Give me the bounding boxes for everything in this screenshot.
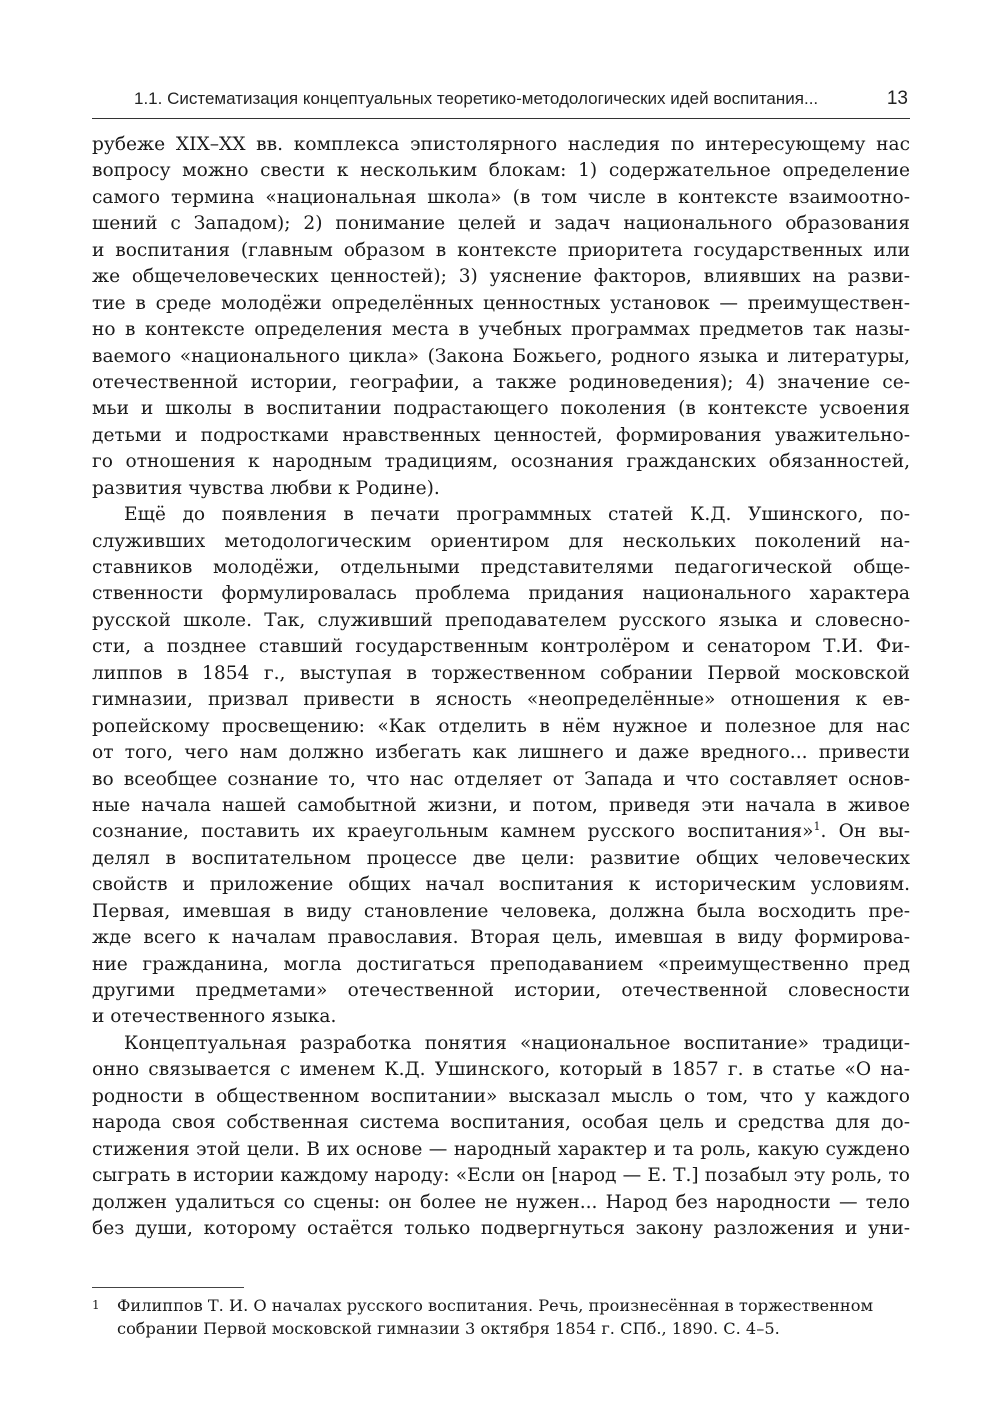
running-title: 1.1. Систематизация концептуальных теоретико-методологических идей воспитания... — [134, 89, 819, 108]
text-line: ропейскому просвещению: «Как отделить в нём нужное и полезное для нас — [92, 715, 910, 737]
text-line: шений с Западом); 2) понимание целей и задач национального образования — [92, 213, 910, 235]
text-line: и воспитания (главным образом в контексте приоритета государственных или — [92, 239, 910, 261]
text-line: мьи и школы в воспитании подрастающего поколения (в контексте усвоения — [92, 398, 910, 420]
text-line: народа своя собственная система воспитания, особая цель и средства для до- — [92, 1112, 910, 1134]
text-line: сыграть в истории каждому народу: «Если он [народ — Е. Т.] позабыл эту роль, то — [92, 1165, 910, 1187]
text-line: Первая, имевшая в виду становление человека, должна была восходить пре- — [92, 900, 910, 922]
text-line: рубеже XIX–XX вв. комплекса эпистолярного наследия по интересующему нас — [92, 134, 910, 155]
text-line: ственности формулировалась проблема придания национального характера — [92, 583, 910, 605]
text-line: онно связывается с именем К.Д. Ушинского, который в 1857 г. в статье «О на- — [92, 1059, 910, 1081]
footnote-text — [117, 1294, 910, 1340]
text-line: тие в среде молодёжи определённых ценностных установок — преимуществен- — [92, 292, 910, 314]
text-line: свойств и приложение общих начал воспитания к историческим условиям. — [92, 874, 910, 896]
text-line: детьми и подростками нравственных ценностей, формирования уважительно- — [92, 424, 910, 446]
text-line: жде всего к началам православия. Вторая цель, имевшая в виду формирова- — [92, 927, 910, 949]
text-line: должен удалиться со сцены: он более не нужен... Народ без народности — тело — [92, 1191, 910, 1213]
text-line: Концептуальная разработка понятия «национальное воспитание» традици- — [124, 1032, 910, 1054]
text-line: сознание, поставить их краеугольным камнем русского воспитания»$^1$. Он вы- — [92, 820, 910, 843]
text-line: ние гражданина, могла достигаться преподаванием «преимущественно пред — [92, 953, 910, 975]
running-header — [92, 88, 910, 119]
text-line: во всеобщее сознание то, что нас отделяет от Запада и что составляет основ- — [92, 768, 910, 790]
text-line: служивших методологическим ориентиром для нескольких поколений на- — [92, 530, 910, 552]
text-line: но в контексте определения места в учебных программах предметов так назы- — [92, 319, 910, 341]
text-line: ставников молодёжи, отдельными представителями педагогической обще- — [92, 557, 910, 578]
text-line: другими предметами» отечественной истории, отечественной словесности — [92, 980, 910, 1001]
footnote-line: Филиппов Т. И. О началах русского воспитания. Речь, произнесённая в торжественном — [117, 1296, 874, 1315]
text-line: родности в общественном воспитании» высказал мысль о том, что у каждого — [92, 1085, 910, 1107]
footnote-reference: 1 — [813, 820, 821, 834]
footnote-mark: 1 — [92, 1298, 100, 1312]
text-line: Ещё до появления в печати программных статей К.Д. Ушинского, по- — [124, 504, 910, 526]
text-line: сти, а позднее ставший государственным контролёром и сенатором Т.И. Фи- — [92, 636, 910, 658]
text-line: вопросу можно свести к нескольким блокам: 1) содержательное определение — [92, 160, 910, 182]
text-line: ные начала нашей самобытной жизни, и потом, приведя эти начала в живое — [92, 794, 910, 816]
text-line: русской школе. Так, служивший преподавателем русского языка и словесно- — [92, 609, 910, 631]
text-line: го отношения к народным традициям, осознания гражданских обязанностей, — [92, 451, 910, 473]
text-line: делял в воспитательном процессе две цели: развитие общих человеческих — [92, 847, 910, 869]
text-line: отечественной истории, географии, а также родиноведения); 4) значение се- — [92, 371, 910, 393]
text-line: и отечественного языка. — [92, 1006, 337, 1028]
page-number: 13 — [886, 88, 908, 109]
text-line: ваемого «национального цикла» (Закона Божьего, родного языка и литературы, — [92, 345, 910, 367]
text-line: гимназии, призвал привести в ясность «неопределённые» отношения к ев- — [92, 689, 910, 711]
footnote-line: собрании Первой московской гимназии 3 октября 1854 г. СПб., 1890. С. 4–5. — [117, 1319, 780, 1338]
body-text — [92, 132, 910, 1242]
text-line: же общечеловеческих ценностей); 3) уяснение факторов, влиявших на разви- — [92, 266, 910, 288]
text-line: без души, которому остаётся только подвергнуться закону разложения и уни- — [92, 1217, 910, 1239]
text-line: стижения этой цели. В их основе — народный характер и та роль, какую суждено — [92, 1138, 910, 1160]
text-line: самого термина «национальная школа» (в том числе в контексте взаимоотно- — [92, 186, 910, 208]
text-line: от того, чего нам должно избегать как лишнего и даже вредного... привести — [92, 742, 910, 764]
text-line: развития чувства любви к Родине). — [92, 477, 440, 499]
footnote-separator — [92, 1287, 244, 1288]
text-line: липпов в 1854 г., выступая в торжественном собрании Первой московской — [92, 662, 910, 684]
